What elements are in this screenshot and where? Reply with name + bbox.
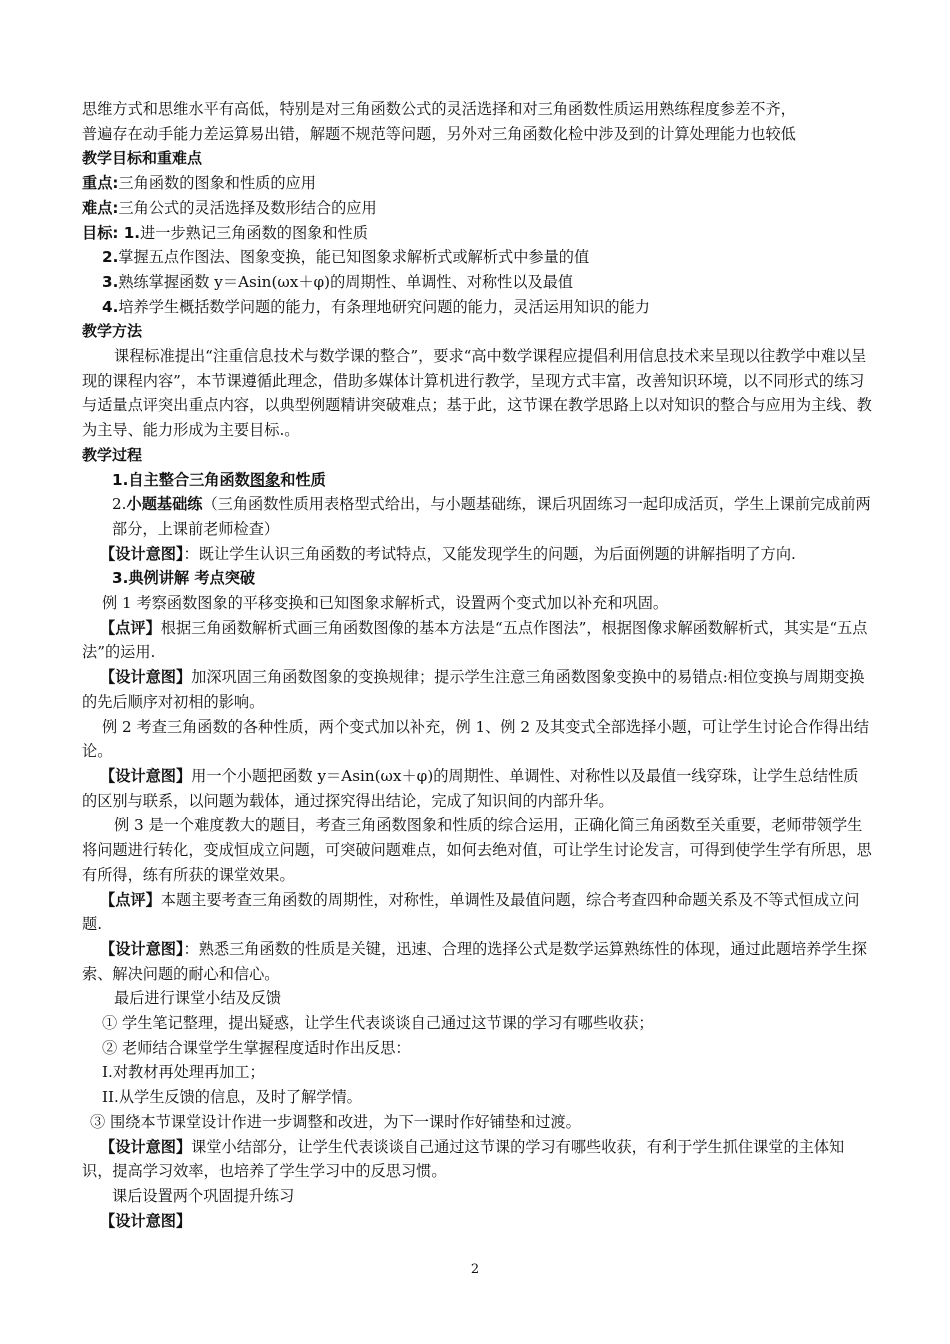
goal-line [82, 245, 872, 270]
section-heading-method: 教学方法 [82, 322, 143, 341]
step-number: 2. [112, 495, 127, 514]
key-point-label: 重点: [82, 174, 119, 193]
comment-note [82, 888, 872, 937]
method-paragraph: 课程标准提出“注重信息技术与数学课的整合”，要求“高中数学课程应提倡利用信息技术来呈现以往教学中难以呈现的课程内容”，本节课遵循此理念，借助多媒体计算机进行教学，呈现方式丰富，改善知识环境，以不同形式的练习与适量点评突出重点内容，以典型例题精讲突破难点；基于此，这节课在教学思路上以对知识的整合与应用为主线、教为主导、能力形成为主要目标.。 [82, 347, 872, 440]
difficulty-line [82, 196, 872, 221]
key-point-text: 三角函数的图象和性质的应用 [118, 174, 316, 193]
goal-line [82, 221, 872, 246]
example-paragraph: 例 3 是一个难度教大的题目，考查三角函数图象和性质的综合运用，正确化简三角函数至关重要，老师带领学生将问题进行转化，变成恒成立问题，可突破问题难点，如何去绝对值，可让学生讨论发言，可得到使学生学有所思，思有所得，练有所获的课堂效果。 [82, 816, 872, 884]
step-paragraph [82, 492, 872, 541]
design-label: 【设计意图】 [100, 668, 192, 687]
paragraph [82, 97, 872, 122]
text-line: 思维方式和思维水平有高低，特别是对三角函数公式的灵活选择和对三角函数性质运用熟练程度参差不齐， [82, 100, 796, 118]
section-heading-goals: 教学目标和重难点 [82, 149, 203, 168]
paragraph [82, 122, 872, 147]
design-label: 【设计意图】 [100, 1137, 192, 1156]
comment-text: 根据三角函数解析式画三角函数图像的基本方法是“五点作图法”，根据图像求解函数解析式，其实是“五点法”的运用. [82, 618, 868, 662]
goal-number: 1. [118, 223, 141, 242]
goal-number: 4. [102, 297, 119, 316]
comment-label: 【点评】 [100, 618, 161, 637]
design-text: 课堂小结部分，让学生代表谈谈自己通过这节课的学习有哪些收获，有利于学生抓住课堂的主体知识，提高学习效率，也培养了学生学习中的反思习惯。 [82, 1137, 845, 1181]
step-heading-text: 和性质 [280, 470, 326, 489]
key-point-line [82, 171, 872, 196]
design-note [82, 937, 872, 986]
goal-number: 2. [102, 248, 119, 267]
difficulty-text: 三角公式的灵活选择及数形结合的应用 [118, 198, 377, 217]
list-item: ③ 围绕本节课堂设计作进一步调整和改进，为下一课时作好铺垫和过渡。 [90, 1112, 581, 1131]
difficulty-label: 难点: [82, 198, 119, 217]
goal-number: 3. [102, 272, 119, 291]
design-label: 【设计意图】 [100, 1211, 192, 1230]
section-heading-process: 教学过程 [82, 445, 143, 464]
document-body [82, 97, 872, 1233]
design-note [82, 665, 872, 714]
goal-text: 熟练掌握函数 y＝Asin(ωx＋φ)的周期性、单调性、对称性以及最值 [118, 272, 574, 291]
design-label: 【设计意图】 [100, 766, 192, 785]
page-number: 2 [470, 1262, 480, 1277]
design-note [82, 542, 872, 567]
goal-label: 目标: [82, 223, 119, 242]
goal-text: 进一步熟记三角函数的图象和性质 [140, 223, 368, 242]
comment-text: 本题主要考查三角函数的周期性，对称性，单调性及最值问题，综合考查四种命题关系及不等式恒成立问题. [82, 890, 860, 934]
list-item: I.对教材再处理再加工； [102, 1063, 265, 1082]
step-bold-label: 小题基础练 [126, 495, 203, 514]
list-item: II.从学生反馈的信息，及时了解学情。 [102, 1088, 362, 1107]
step-heading: 3.典例讲解 考点突破 [112, 569, 256, 588]
design-text: 加深巩固三角函数图象的变换规律；提示学生注意三角函数图象变换中的易错点:相位变换与周期变换的先后顺序对初相的影响。 [82, 668, 865, 711]
after-class-line: 课后设置两个巩固提升练习 [112, 1186, 295, 1205]
list-item: ① 学生笔记整理，提出疑惑，让学生代表谈谈自己通过这节课的学习有哪些收获； [102, 1014, 654, 1033]
step-heading [82, 468, 872, 493]
design-text: 用一个小题把函数 y＝Asin(ωx＋φ)的周期性、单调性、对称性以及最值一线穿珠，让学生总结性质的区别与联系，以问题为载体，通过探究得出结论，完成了知识间的内部升华。 [82, 766, 859, 810]
goal-text: 掌握五点作图法、图象变换，能已知图象求解析式或解析式中参量的值 [118, 248, 590, 267]
goal-text: 培养学生概括数学问题的能力，有条理地研究问题的能力，灵活运用知识的能力 [118, 297, 650, 316]
list-item: ② 老师结合课堂学生掌握程度适时作出反思： [102, 1038, 411, 1057]
goal-line [82, 270, 872, 295]
design-text: ：熟悉三角函数的性质是关键，迅速、合理的选择公式是数学运算熟练性的体现，通过此题培养学生探索、解决问题的耐心和信心。 [82, 939, 867, 983]
step-text: （三角函数性质用表格型式给出，与小题基础练，课后巩固练习一起印成活页，学生上课前完成前两部分，上课前老师检查） [112, 495, 871, 538]
comment-note [82, 616, 872, 665]
example-paragraph: 例 2 考查三角函数的各种性质，两个变式加以补充，例 1、例 2 及其变式全部选择小题，可让学生讨论合作得出结论。 [82, 717, 869, 761]
goal-line [82, 295, 872, 320]
text-line: 普遍存在动手能力差运算易出错，解题不规范等问题，另外对三角函数化检中涉及到的计算处理能力也较低 [82, 124, 796, 143]
step-heading-text: 1.自主整合三角函数 [112, 470, 250, 489]
summary-line: 最后进行课堂小结及反馈 [114, 989, 282, 1008]
design-text: ：既让学生认识三角函数的考试特点，又能发现学生的问题，为后面例题的讲解指明了方向. [183, 544, 796, 563]
step-heading-underlined: 图象 [249, 470, 281, 489]
design-note [82, 764, 872, 813]
design-note [82, 1135, 872, 1184]
design-label: 【设计意图】 [100, 939, 184, 958]
design-label: 【设计意图】 [100, 544, 184, 563]
example-paragraph: 例 1 考察函数图象的平移变换和已知图象求解析式，设置两个变式加以补充和巩固。 [102, 594, 669, 613]
comment-label: 【点评】 [100, 890, 161, 909]
